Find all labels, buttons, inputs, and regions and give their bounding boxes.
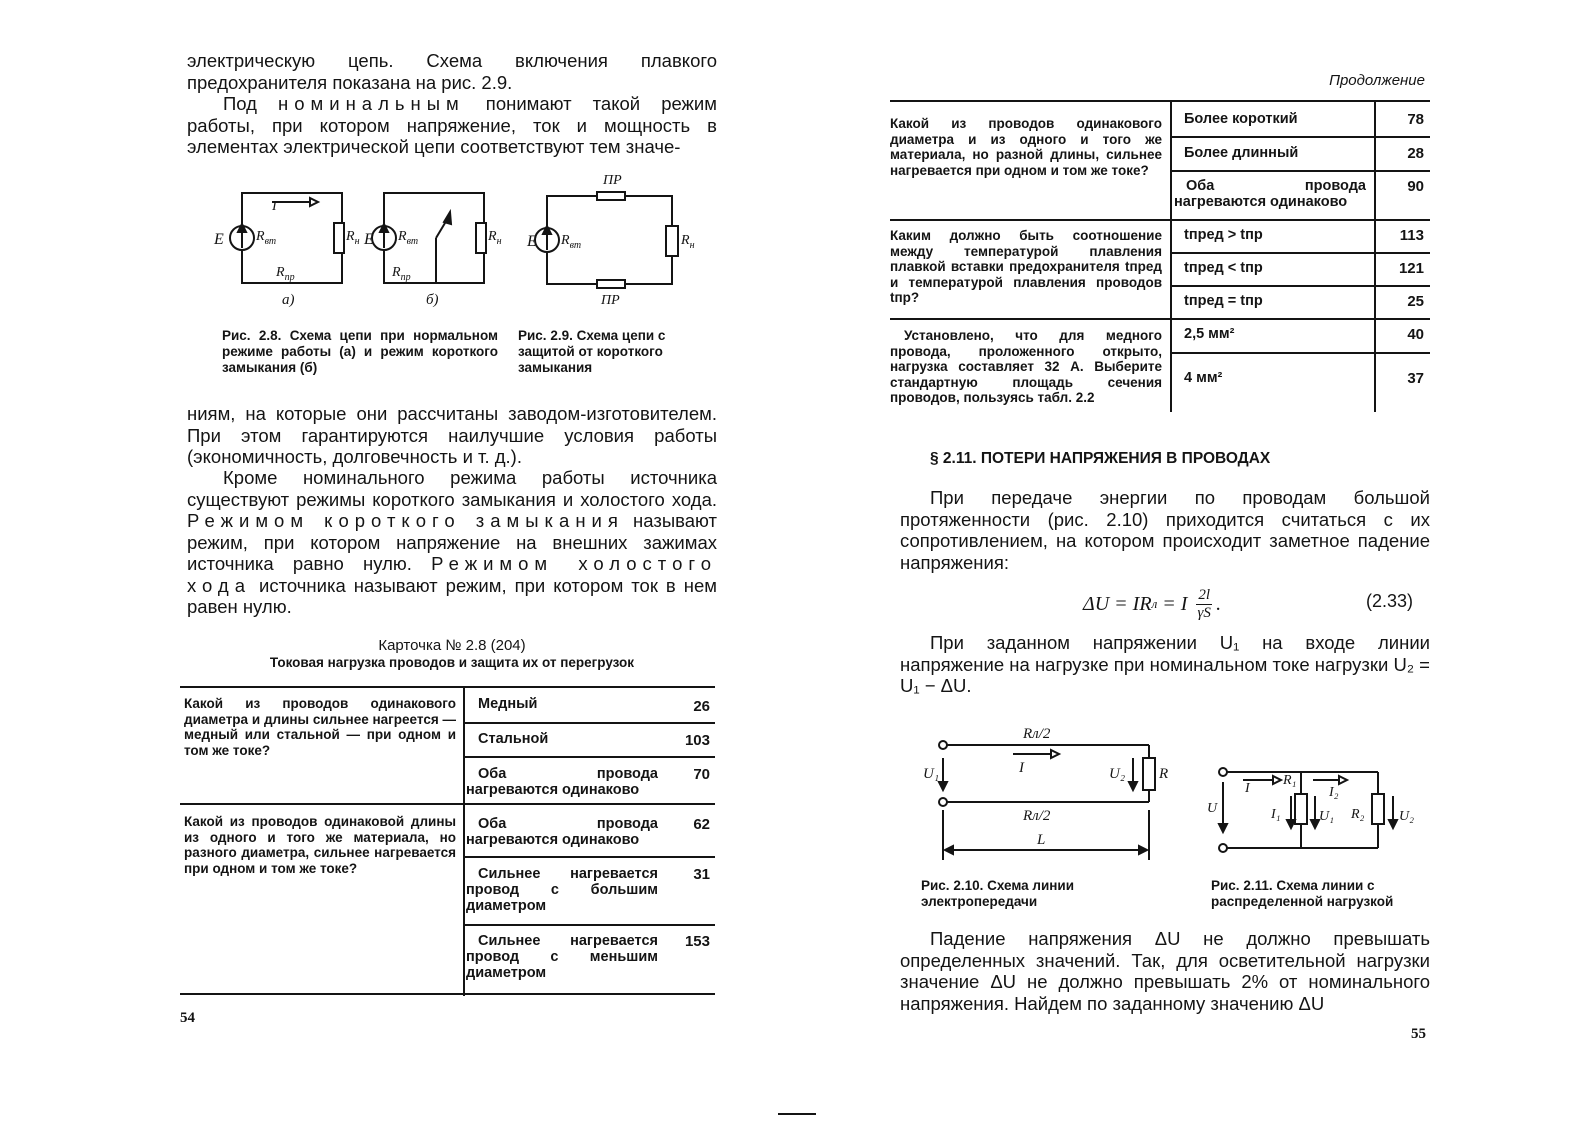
answer-row: Оба провода нагреваются одинаково — [466, 766, 658, 798]
label-Rn-a: $R_н$ — [346, 229, 360, 247]
figure-2-11 — [1203, 760, 1428, 860]
label-R: R — [1159, 766, 1169, 782]
para2-start: Под — [223, 93, 279, 114]
label-Rl-bottom: Rл/2 — [1023, 808, 1051, 824]
answer-row: Сильнее нагревается провод с большим диаметром — [466, 866, 658, 914]
left-para-3: ниям, на которые они рассчитаны заводом-изготовителем. При этом гарантируются наилучшие условия работы (экономичность, долговечность и т. д.). — [187, 403, 717, 467]
answer-code: 90 — [1407, 178, 1424, 195]
term-short-circuit: Режимом короткого замыкания — [187, 510, 624, 531]
question-3: Какой из проводов одинакового диаметра и из одного и того же материала, но разной длины, сильнее нагревается при одном и том же токе? — [890, 116, 1162, 178]
formula-sub: л — [1151, 596, 1158, 611]
label-U1: U₁ — [1319, 809, 1334, 824]
label-Rvt-a: $R_{вт}$ — [256, 229, 277, 247]
question-1: Какой из проводов одинакового диаметра и длины сильнее нагреется — медный или стальной — при одном и том же токе? — [184, 696, 456, 758]
question-4: Каким должно быть соотношение между температурой плавления плавкой вставки предохранителя tпред и температурой плавления проводов tпр? — [890, 228, 1162, 305]
label-Rl-top: Rл/2 — [1023, 726, 1051, 742]
caption-fig-2-9: Рис. 2.9. Схема цепи с защитой от короткого замыкания — [518, 328, 666, 375]
answer-row: Оба провода нагреваются одинаково — [1174, 178, 1366, 210]
label-I: I — [1019, 760, 1024, 776]
label-U2: U₂ — [1109, 766, 1126, 782]
label-R1: R₁ — [1283, 773, 1297, 788]
answer-code: 28 — [1407, 145, 1424, 162]
answer-code: 25 — [1407, 293, 1424, 310]
right-page — [793, 0, 1586, 1132]
formula-lhs: ΔU = IR — [1083, 592, 1152, 615]
formula-end: . — [1216, 592, 1222, 615]
answer-row: tпред = tпр — [1184, 293, 1263, 309]
answer-row: Более длинный — [1184, 145, 1299, 161]
label-L: L — [1037, 832, 1046, 848]
card-table-left — [180, 686, 715, 996]
label-I1: I₁ — [1271, 807, 1281, 822]
answer-code: 70 — [693, 766, 710, 783]
answer-code: 78 — [1407, 111, 1424, 128]
label-PR-top: ПР — [603, 173, 622, 188]
card-subtitle: Токовая нагрузка проводов и защита их от перегрузок — [269, 655, 635, 670]
para2-rest: понимают такой режим работы, при котором напряжение, ток и мощность в элементах электрической цепи соответствуют тем значе- — [187, 93, 717, 157]
answer-code: 37 — [1407, 370, 1424, 387]
label-E: E — [527, 233, 537, 250]
equation-number: (2.33) — [1366, 591, 1414, 611]
label-U1: U₁ — [923, 766, 940, 782]
card-table-right — [890, 100, 1430, 412]
label-R2: R₂ — [1351, 807, 1365, 822]
label-E-a: E — [214, 231, 224, 248]
figure-2-8 — [200, 178, 530, 308]
formula — [1083, 582, 1221, 626]
answer-row: Медный — [478, 696, 538, 712]
formula-denominator: γS — [1197, 604, 1211, 621]
card-title: Карточка № 2.8 (204) — [378, 637, 526, 654]
label-Rn: $R_н$ — [681, 233, 695, 251]
label-Rpr-a: $R_{пр}$ — [276, 265, 295, 283]
answer-code: 113 — [1399, 227, 1424, 244]
answer-row: tпред > tпр — [1184, 227, 1263, 243]
right-para-3: Падение напряжения ΔU не должно превышать определенных значений. Так, для осветительной нагрузки значение ΔU не должно превышать 2% от номинального напряжения. Найдем по заданному значению ΔU — [900, 928, 1430, 1014]
figure-2-10 — [923, 720, 1173, 860]
sublabel-b: б) — [426, 292, 439, 308]
label-U: U — [1207, 801, 1218, 816]
caption-fig-2-10: Рис. 2.10. Схема линии электропередачи — [921, 878, 1075, 909]
sublabel-a: а) — [282, 292, 295, 308]
continuation-label: Продолжение — [1329, 72, 1425, 89]
left-para-1: электрическую цепь. Схема включения плавкого предохранителя показана на рис. 2.9. — [187, 50, 717, 93]
label-I2: I₂ — [1329, 785, 1339, 800]
answer-code: 103 — [684, 732, 710, 749]
answer-row: 2,5 мм² — [1184, 326, 1235, 342]
label-Rvt-b: $R_{вт}$ — [398, 229, 419, 247]
answer-code: 31 — [693, 866, 710, 883]
para4-b: называют режим, при котором напряжение на внешних зажимах источника равно нулю. — [187, 510, 717, 574]
right-para-2: При заданном напряжении U₁ на входе линии напряжение на нагрузке при номинальном токе нагрузки U₂ = U₁ − ΔU. — [900, 632, 1430, 696]
answer-code: 26 — [693, 698, 710, 715]
label-I: I — [1245, 781, 1250, 796]
para4-a: Кроме номинального режима работы источника существуют режимы короткого замыкания и холостого хода. — [187, 467, 717, 510]
question-5: Установлено, что для медного провода, проложенного открыто, нагрузка составляет 32 А. Выберите стандартную площадь сечения проводов, пользуясь табл. 2.2 — [890, 328, 1162, 405]
label-Rn-b: $R_н$ — [488, 229, 502, 247]
caption-fig-2-8: Рис. 2.8. Схема цепи при нормальном режиме работы (а) и режим короткого замыкания (б) — [222, 328, 498, 375]
label-I-a: I — [272, 199, 277, 214]
gutter-mark — [778, 1113, 816, 1115]
formula-mid: = I — [1157, 592, 1193, 615]
formula-fraction — [1196, 587, 1212, 622]
para4-c: источника называют режим, при котором ток в нем равен нулю. — [187, 574, 717, 617]
label-Rpr-b: $R_{пр}$ — [392, 265, 411, 283]
formula-numerator: 2l — [1198, 586, 1211, 603]
answer-code: 62 — [693, 816, 710, 833]
page-number-left: 54 — [180, 1010, 195, 1026]
right-para-1: При передаче энергии по проводам большой протяженности (рис. 2.10) приходится считаться с их сопротивлением, на котором происходит заметное падение напряжения: — [900, 487, 1430, 573]
answer-code: 121 — [1398, 260, 1424, 277]
caption-fig-2-11: Рис. 2.11. Схема линии с распределенной нагрузкой — [1211, 878, 1394, 909]
answer-row: 4 мм² — [1184, 370, 1223, 386]
answer-row: Оба провода нагреваются одинаково — [466, 816, 658, 848]
answer-row: Стальной — [478, 731, 549, 747]
section-title: § 2.11. ПОТЕРИ НАПРЯЖЕНИЯ В ПРОВОДАХ — [930, 450, 1271, 467]
term-idle: Режимом холостого хода — [187, 553, 717, 596]
left-para-4 — [187, 467, 717, 618]
label-Rvt: $R_{вт}$ — [561, 233, 582, 251]
answer-code: 40 — [1407, 326, 1424, 343]
left-para-2 — [187, 93, 717, 158]
answer-row: tпред < tпр — [1184, 260, 1263, 276]
answer-row: Более короткий — [1184, 111, 1298, 127]
term-nominal: номинальным — [278, 93, 465, 114]
label-PR-bottom: ПР — [601, 293, 620, 308]
page-number-right: 55 — [1411, 1026, 1426, 1042]
question-2: Какой из проводов одинаковой длины из одного и того же материала, но разного диаметра, сильнее нагревается при одном и том же токе? — [184, 814, 456, 876]
label-U2: U₂ — [1399, 809, 1414, 824]
figure-2-9 — [525, 168, 705, 308]
answer-row: Сильнее нагревается провод с меньшим диаметром — [466, 933, 658, 981]
answer-code: 153 — [684, 933, 710, 950]
label-E-b: E — [364, 231, 374, 248]
